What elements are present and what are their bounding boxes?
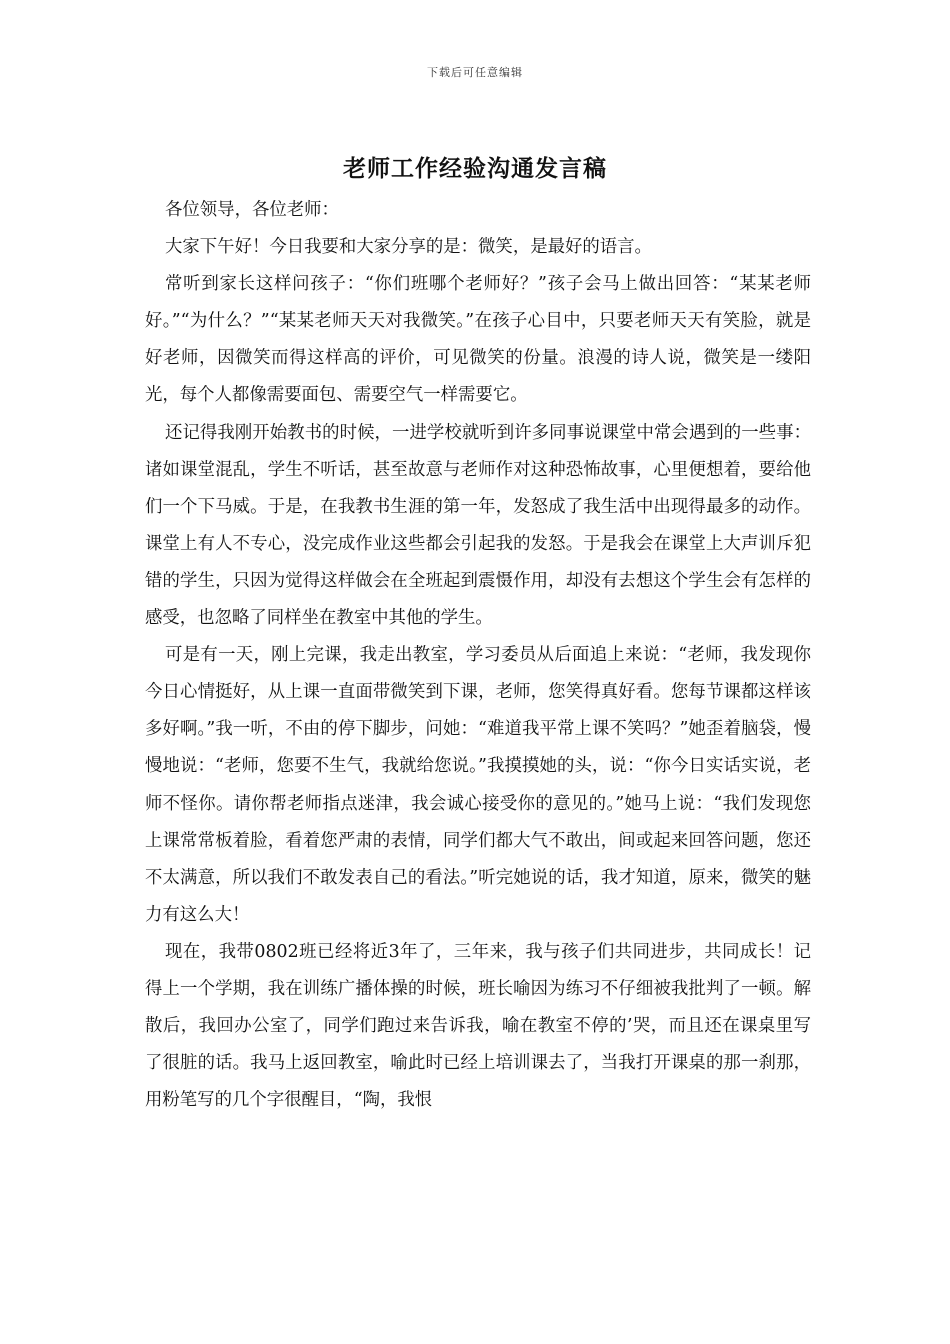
document-title: 老师工作经验沟通发言稿 [343,155,607,182]
paragraph-opening: 大家下午好！今日我要和大家分享的是：微笑，是最好的语言。 [165,237,652,258]
document-body [145,192,811,1119]
paragraph-greeting: 各位领导，各位老师： [165,200,339,220]
paragraph-student-feedback: 可是有一天，刚上完课，我走出教室，学习委员从后面追上来说：“老师，我发现你今日心情挺好，从上课一直面带微笑到下课，老师，您笑得真好看。您每节课都这样该多好啊。”我一听，不由的停下脚步，问她：“难道我平常上课不笑吗？”她歪着脑袋，慢慢地说：“老师，您要不生气，我就给您说。”我摸摸她的头，说：“你今日实话实说，老师不怪你。请你帮老师指点迷津，我会诚心接受你的意见的。”她马上说：“我们发现您上课常常板着脸，看着您严肃的表情，同学们都大气不敢出，间或起来回答问题，您还不太满意，所以我们不敢发表自己的看法。”听完她说的话，我才知道，原来，微笑的魅力有这么大！ [145,645,811,925]
paragraph-class-0802: 现在，我带0802班已经将近3年了，三年来，我与孩子们共同进步，共同成长！记得上一个学期，我在训练广播体操的时候，班长喻因为练习不仔细被我批判了一顿。解散后，我回办公室了，同学们跑过来告诉我，喻在教室不停的’哭，而且还在课桌里写了很脏的话。我马上返回教室，喻此时已经上培训课去了，当我打开课桌的那一刹那，用粉笔写的几个字很醒目，“陶，我恨 [145,941,811,1111]
paragraph-early-teaching: 还记得我刚开始教书的时候，一进学校就听到许多同事说课堂中常会遇到的一些事：诸如课堂混乱，学生不听话，甚至故意与老师作对这种恐怖故事，心里便想着，要给他们一个下马威。于是，在我教书生涯的第一年，发怒成了我生活中出现得最多的动作。课堂上有人不专心，没完成作业这些都会引起我的发怒。于是我会在课堂上大声训斥犯错的学生，只因为觉得这样做会在全班起到震慑作用，却没有去想这个学生会有怎样的感受，也忽略了同样坐在教室中其他的学生。 [145,422,811,629]
paragraph-parents: 常听到家长这样问孩子：“你们班哪个老师好？”孩子会马上做出回答：“某某老师好。”“为什么？”“某某老师天天对我微笑。”在孩子心目中，只要老师天天有笑脸，就是好老师，因微笑而得这样高的评价，可见微笑的份量。浪漫的诗人说，微笑是一缕阳光，每个人都像需要面包、需要空气一样需要它。 [145,274,811,406]
header-note: 下载后可任意编辑 [427,66,523,79]
